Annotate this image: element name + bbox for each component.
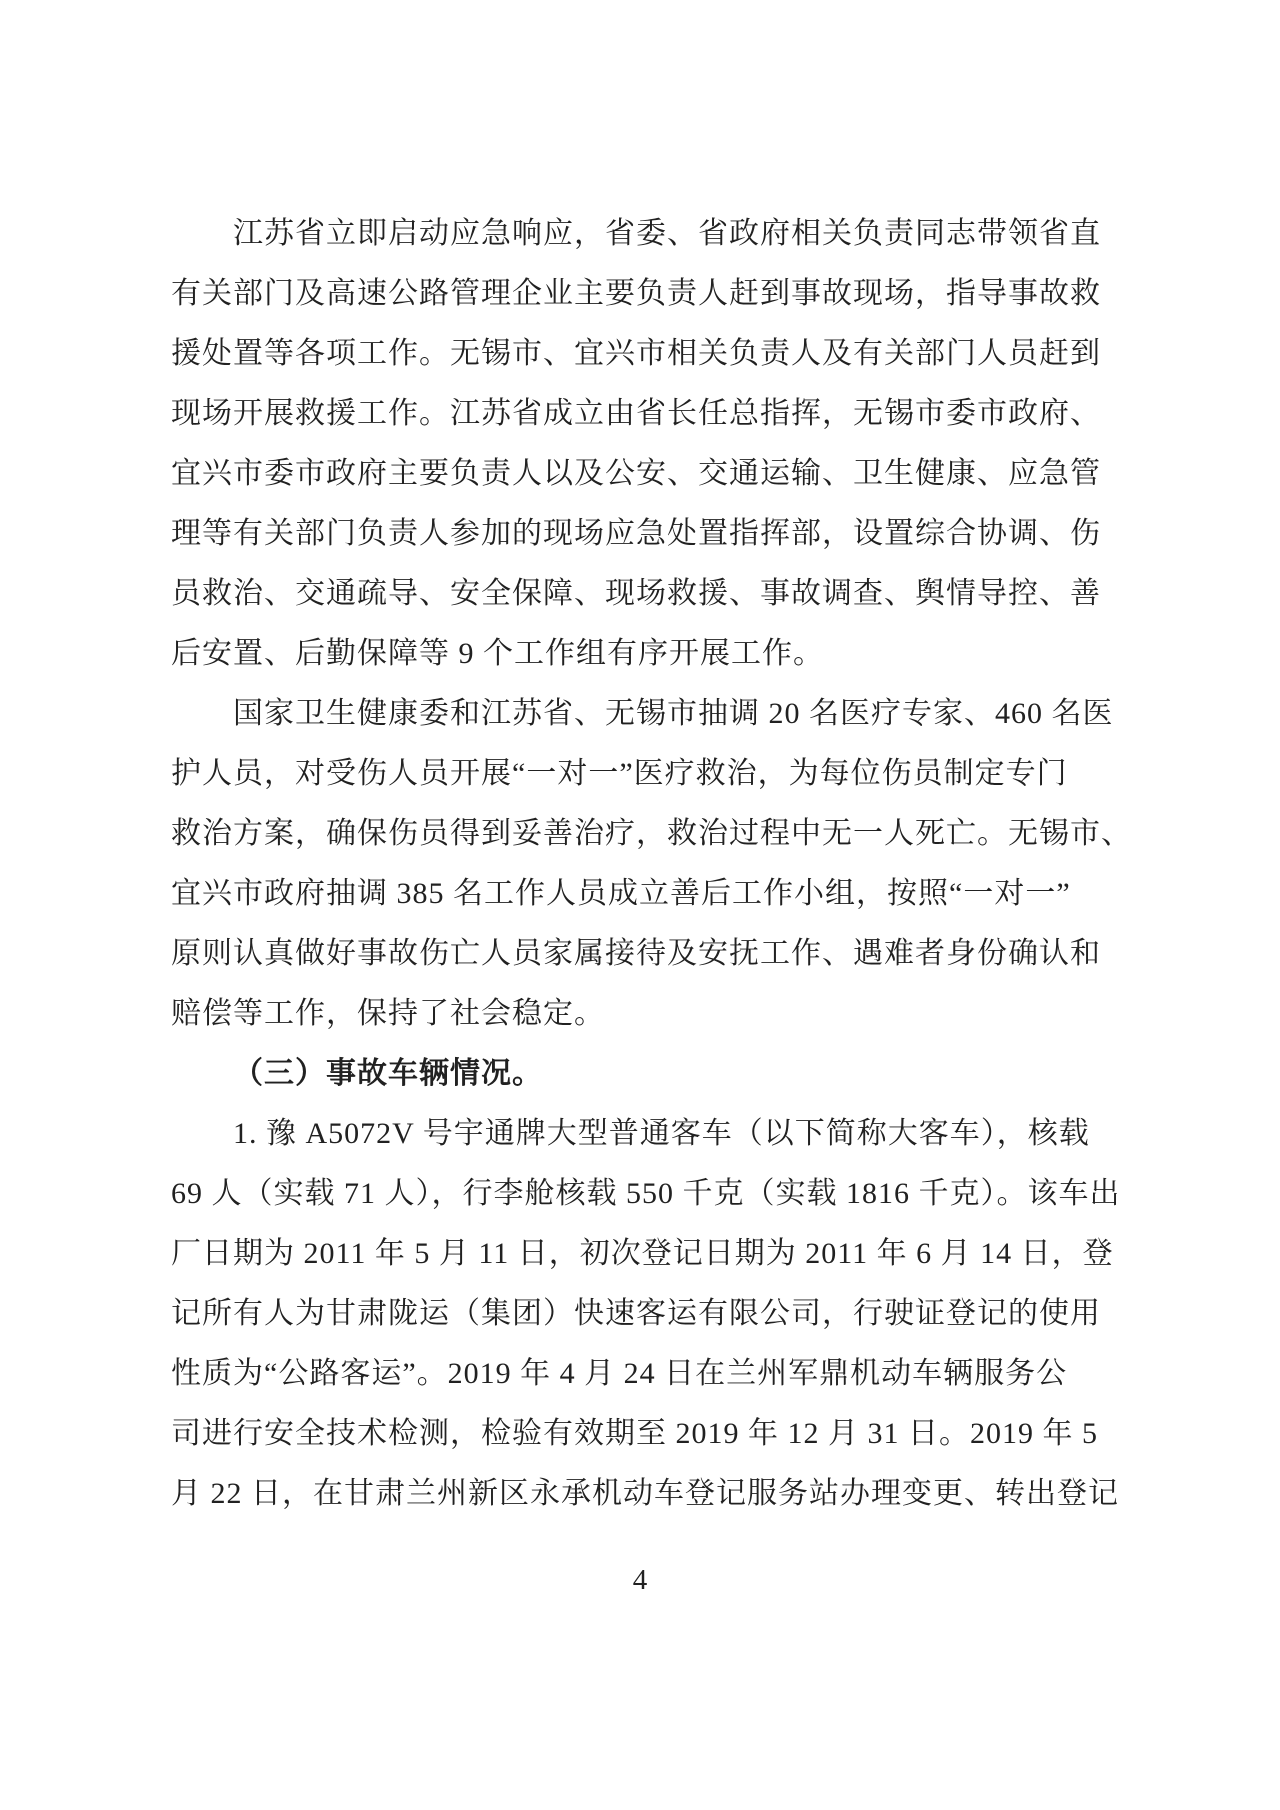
text-line: 救治方案，确保伤员得到妥善治疗，救治过程中无一人死亡。无锡市、 — [171, 817, 1132, 850]
text-line: 宜兴市政府抽调 385 名工作人员成立善后工作小组，按照“一对一” — [171, 877, 1071, 910]
page-footer — [0, 1558, 1280, 1602]
text-line: 国家卫生健康委和江苏省、无锡市抽调 20 名医疗专家、460 名医 — [233, 697, 1114, 730]
text-line: 赔偿等工作，保持了社会稳定。 — [171, 997, 605, 1030]
page-number: 4 — [632, 1564, 648, 1596]
text-line: 有关部门及高速公路管理企业主要负责人赶到事故现场，指导事故救 — [171, 277, 1101, 310]
text-line: 1. 豫 A5072V 号宇通牌大型普通客车（以下简称大客车），核载 — [233, 1117, 1090, 1150]
text-line: 原则认真做好事故伤亡人员家属接待及安抚工作、遇难者身份确认和 — [171, 937, 1101, 970]
text-line: 宜兴市委市政府主要负责人以及公安、交通运输、卫生健康、应急管 — [171, 457, 1101, 490]
text-line: 月 22 日，在甘肃兰州新区永承机动车登记服务站办理变更、转出登记 — [171, 1477, 1119, 1510]
text-line: 员救治、交通疏导、安全保障、现场救援、事故调查、舆情导控、善 — [171, 577, 1101, 610]
text-line: 记所有人为甘肃陇运（集团）快速客运有限公司，行驶证登记的使用 — [171, 1297, 1101, 1330]
document-text-block — [171, 204, 1132, 1524]
text-line: 后安置、后勤保障等 9 个工作组有序开展工作。 — [171, 637, 824, 670]
text-line: 现场开展救援工作。江苏省成立由省长任总指挥，无锡市委市政府、 — [171, 397, 1101, 430]
section-heading: （三）事故车辆情况。 — [233, 1057, 543, 1090]
text-line: 理等有关部门负责人参加的现场应急处置指挥部，设置综合协调、伤 — [171, 517, 1101, 550]
text-line: 援处置等各项工作。无锡市、宜兴市相关负责人及有关部门人员赶到 — [171, 337, 1101, 370]
text-line: 司进行安全技术检测，检验有效期至 2019 年 12 月 31 日。2019 年 5 — [171, 1417, 1098, 1450]
text-line: 厂日期为 2011 年 5 月 11 日，初次登记日期为 2011 年 6 月 14 日，登 — [171, 1237, 1114, 1270]
text-line: 69 人（实载 71 人），行李舱核载 550 千克（实载 1816 千克）。该车出 — [171, 1177, 1121, 1210]
text-line: 性质为“公路客运”。2019 年 4 月 24 日在兰州军鼎机动车辆服务公 — [171, 1357, 1068, 1390]
text-line: 护人员，对受伤人员开展“一对一”医疗救治，为每位伤员制定专门 — [171, 757, 1068, 790]
text-line: 江苏省立即启动应急响应，省委、省政府相关负责同志带领省直 — [233, 217, 1101, 250]
